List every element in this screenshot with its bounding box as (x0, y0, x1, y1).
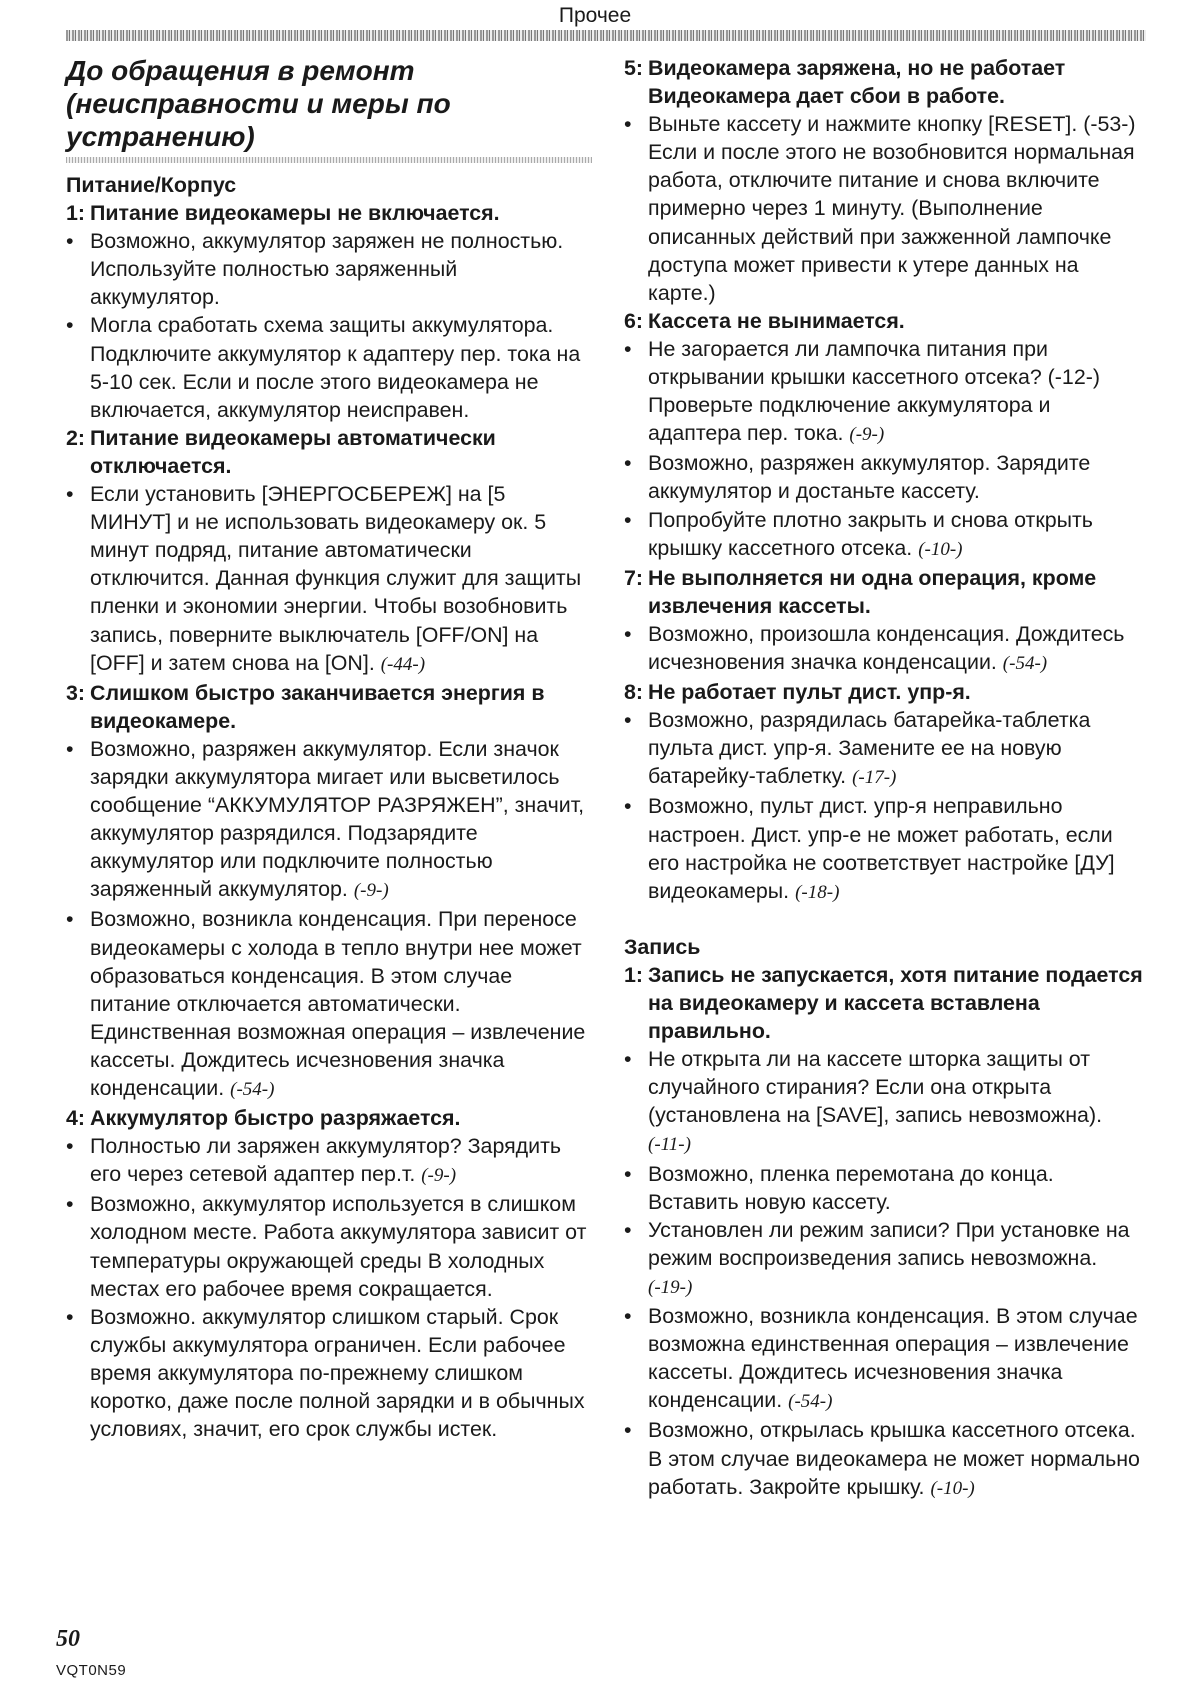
bullet-text: Не загорается ли лампочка питания при открывании крышки кассетного отсека? (-12-) Проверьте подключение аккумулятора и адаптера пер. тока. (648, 336, 1100, 446)
issue-title-text: Питание видеокамеры не включается. (90, 201, 500, 226)
page-reference: (-44-) (380, 653, 426, 675)
left-column (66, 54, 592, 1443)
issue-item (624, 307, 1146, 564)
bullet-dot-icon: • (66, 1192, 74, 1217)
issue-title (624, 307, 1146, 335)
issue-item (66, 1104, 592, 1443)
issues-recording (624, 961, 1146, 1503)
issue-title (66, 424, 592, 480)
issue-item (66, 679, 592, 1104)
issue-number: 8: (624, 680, 644, 705)
page-title: До обращения в ремонт (неисправности и меры по устранению) (66, 55, 451, 152)
bullet-text: Возможно, открылась крышка кассетного отсека. В этом случае видеокамера не может нормально работать. Закройте крышку. (648, 1418, 1140, 1499)
issue-title (66, 679, 592, 735)
issue-item (66, 424, 592, 679)
issue-number: 7: (624, 565, 644, 590)
bullet-dot-icon: • (624, 451, 632, 476)
bullet-item (66, 1190, 592, 1302)
bullet-item (66, 1132, 592, 1190)
page-reference: (-17-) (852, 767, 897, 789)
page-reference: (-19-) (648, 1276, 693, 1298)
page-header-label: Прочее (558, 4, 632, 27)
bullet-body (90, 905, 592, 1104)
issue-item (624, 54, 1146, 307)
bullet-dot-icon: • (624, 1304, 632, 1329)
bullet-text: Если установить [ЭНЕРГОСБЕРЕЖ] на [5 МИНУТ] и не использовать видеокамеру ок. 5 минут подряд, питание автоматически отключится. Данная функция служит для защиты пленки и экономии энергии. Чтобы возобновить запись, поверните выключатель [OFF/ON] на [OFF] и затем снова на [ON]. (90, 482, 582, 675)
title-divider (66, 157, 592, 163)
issue-number: 5: (624, 56, 644, 80)
issue-title (624, 961, 1146, 1045)
bullet-item (66, 905, 592, 1104)
page-reference: (-9-) (421, 1165, 457, 1187)
bullet-text: Возможно, аккумулятор заряжен не полностью. Используйте полностью заряженный аккумулятор. (90, 229, 564, 310)
issue-title-text: Не работает пульт дист. упр-я. (648, 680, 971, 705)
document-code: VQT0N59 (56, 1662, 127, 1679)
bullet-body (648, 1160, 1146, 1216)
right-column (624, 54, 1146, 1503)
bullet-dot-icon: • (624, 1418, 632, 1443)
bullet-dot-icon: • (66, 907, 74, 932)
bullet-body (90, 735, 592, 906)
issue-item (624, 564, 1146, 678)
issue-item (66, 199, 592, 424)
page-reference: (-54-) (788, 1391, 833, 1413)
issue-item (624, 678, 1146, 907)
bullet-text: Возможно, пленка перемотана до конца. Вставить новую кассету. (648, 1161, 1054, 1214)
bullet-dot-icon: • (66, 482, 74, 507)
issue-title-text: Кассета не вынимается. (648, 308, 905, 333)
bullet-text: Возможно, возникла конденсация. В этом случае возможна единственная операция – извлечение кассеты. Дождитесь исчезновения значка конденсации. (648, 1304, 1138, 1413)
bullet-text: Возможно, возникла конденсация. При переносе видеокамеры с холода в тепло внутри нее может образоваться конденсация. В этом случае питание отключается автоматически. Единственная возможная операция – извлечение кассеты. Дождитесь исчезновения значка конденсации. (90, 907, 586, 1100)
bullet-item (624, 1302, 1146, 1416)
page-reference: (-9-) (849, 424, 885, 446)
bullet-item (624, 335, 1146, 449)
bullet-dot-icon: • (624, 1217, 632, 1242)
bullet-text: Возможно, аккумулятор используется в слишком холодном месте. Работа аккумулятора зависит от температуры окружающей среды В холодных местах его рабочее время сокращается. (90, 1192, 587, 1301)
page-reference: (-9-) (353, 880, 389, 902)
page-reference: (-10-) (930, 1477, 975, 1499)
bullet-item (624, 1160, 1146, 1216)
bullet-body (648, 1216, 1146, 1302)
page-reference: (-18-) (795, 881, 840, 903)
issue-title-text: Аккумулятор быстро разряжается. (90, 1106, 461, 1131)
bullet-body (90, 227, 592, 311)
bullet-item (624, 1045, 1146, 1159)
bullet-item (624, 620, 1146, 678)
bullet-text: Возможно, разрядилась батарейка-таблетка пульта дист. упр-я. Замените ее на новую батарейку-таблетку. (648, 708, 1091, 789)
issue-title (624, 54, 1146, 110)
header-divider (66, 30, 1146, 41)
bullet-dot-icon: • (66, 1134, 74, 1159)
bullet-item (624, 706, 1146, 792)
issues-right (624, 54, 1146, 907)
page-reference: (-54-) (230, 1079, 275, 1100)
bullet-body (648, 1302, 1146, 1416)
bullet-text: Возможно. аккумулятор слишком старый. Срок службы аккумулятора ограничен. Если рабочее время аккумулятора по-прежнему слишком коротко, даже после полной зарядки и в обычных условиях, значит, его срок службы истек. (90, 1304, 585, 1442)
bullet-body (648, 1045, 1146, 1159)
issue-number: 1: (624, 962, 644, 987)
bullet-item (66, 1303, 592, 1443)
issue-number: 1: (66, 201, 86, 226)
bullet-text: Установлен ли режим записи? При установке на режим воспроизведения запись невозможна. (648, 1217, 1130, 1270)
bullet-item (624, 1416, 1146, 1502)
bullet-text: Попробуйте плотно закрыть и снова открыть крышку кассетного отсека. (648, 507, 1093, 560)
bullet-item (66, 480, 592, 679)
issue-title (66, 1104, 592, 1132)
issue-title-text: Питание видеокамеры автоматически отключается. (90, 425, 496, 478)
bullet-dot-icon: • (624, 708, 632, 733)
bullet-dot-icon: • (66, 736, 74, 761)
bullet-body (648, 706, 1146, 792)
bullet-dot-icon: • (66, 313, 74, 338)
bullet-body (90, 480, 592, 679)
issue-title (624, 564, 1146, 620)
bullet-text: Возможно, разряжен аккумулятор. Зарядите аккумулятор и достаньте кассету. (648, 451, 1091, 504)
bullet-text: Не открыта ли на кассете шторка защиты от случайного стирания? Если она открыта (установлена на [SAVE], запись невозможна). (648, 1047, 1103, 1128)
bullet-dot-icon: • (624, 112, 632, 137)
issue-number: 3: (66, 680, 86, 705)
issue-title (624, 678, 1146, 706)
bullet-item (624, 1216, 1146, 1302)
bullet-dot-icon: • (624, 336, 632, 361)
bullet-item (624, 110, 1146, 307)
bullet-body (648, 506, 1146, 564)
bullet-text: Возможно, произошла конденсация. Дождитесь исчезновения значка конденсации. (648, 621, 1125, 674)
bullet-text: Возможно, разряжен аккумулятор. Если значок зарядки аккумулятора мигает или высветилось сообщение “АККУМУЛЯТОР РАЗРЯЖЕН”, значит, аккумулятор разрядился. Подзарядите аккумулятор или подключите полностью заряженный аккумулятор. (90, 736, 585, 902)
bullet-dot-icon: • (66, 1304, 74, 1329)
bullet-item (624, 449, 1146, 505)
issue-title-text: Слишком быстро заканчивается энергия в видеокамере. (90, 680, 545, 733)
issue-number: 4: (66, 1106, 86, 1131)
section-title-power: Питание/Корпус (66, 173, 237, 197)
page-reference: (-54-) (1002, 652, 1048, 674)
issue-title-text: Видеокамера заряжена, но не работает Видеокамера дает сбои в работе. (648, 56, 1066, 109)
bullet-body (90, 311, 592, 423)
bullet-text: Могла сработать схема защиты аккумулятора. Подключите аккумулятор к адаптеру пер. тока на 5-10 сек. Если и после этого видеокамера не включается, аккумулятор неисправен. (90, 313, 581, 422)
issues-left (66, 199, 592, 1443)
section-title-recording: Запись (624, 934, 701, 959)
bullet-dot-icon: • (624, 507, 632, 532)
bullet-body (90, 1303, 592, 1443)
bullet-item (624, 792, 1146, 906)
bullet-body (648, 449, 1146, 505)
issue-title-text: Не выполняется ни одна операция, кроме извлечения кассеты. (648, 565, 1097, 618)
page-reference: (-10-) (918, 538, 963, 560)
bullet-dot-icon: • (624, 1047, 632, 1072)
page-reference: (-11-) (648, 1134, 691, 1156)
bullet-body (648, 792, 1146, 906)
bullet-item (66, 227, 592, 311)
bullet-dot-icon: • (624, 1161, 632, 1186)
bullet-body (648, 1416, 1146, 1502)
bullet-text: Выньте кассету и нажмите кнопку [RESET]. (-53-) Если и после этого не возобновится нормальная работа, отключите питание и снова включите примерно через 1 минуту. (Выполнение описанных действий при зажженной лампочке доступа может привести к утере данных на карте.) (648, 112, 1136, 305)
bullet-item (624, 506, 1146, 564)
bullet-dot-icon: • (624, 794, 632, 819)
bullet-text: Полностью ли заряжен аккумулятор? Зарядить его через сетевой адаптер пер.т. (90, 1134, 562, 1187)
bullet-body (90, 1132, 592, 1190)
issue-item (624, 961, 1146, 1503)
bullet-dot-icon: • (624, 621, 632, 646)
issue-title-text: Запись не запускается, хотя питание подается на видеокамеру и кассета вставлена правильно. (648, 962, 1143, 1044)
issue-number: 6: (624, 308, 644, 333)
bullet-body (90, 1190, 592, 1302)
bullet-body (648, 335, 1146, 449)
bullet-text: Возможно, пульт дист. упр-я неправильно настроен. Дист. упр-е не может работать, если его настройка не соответствует настройке [ДУ] видеокамеры. (648, 794, 1115, 903)
issue-number: 2: (66, 425, 86, 450)
bullet-dot-icon: • (66, 229, 74, 254)
bullet-body (648, 620, 1146, 678)
bullet-item (66, 311, 592, 423)
page-number: 50 (56, 1626, 80, 1652)
issue-title (66, 199, 592, 227)
bullet-body (648, 110, 1146, 307)
bullet-item (66, 735, 592, 906)
